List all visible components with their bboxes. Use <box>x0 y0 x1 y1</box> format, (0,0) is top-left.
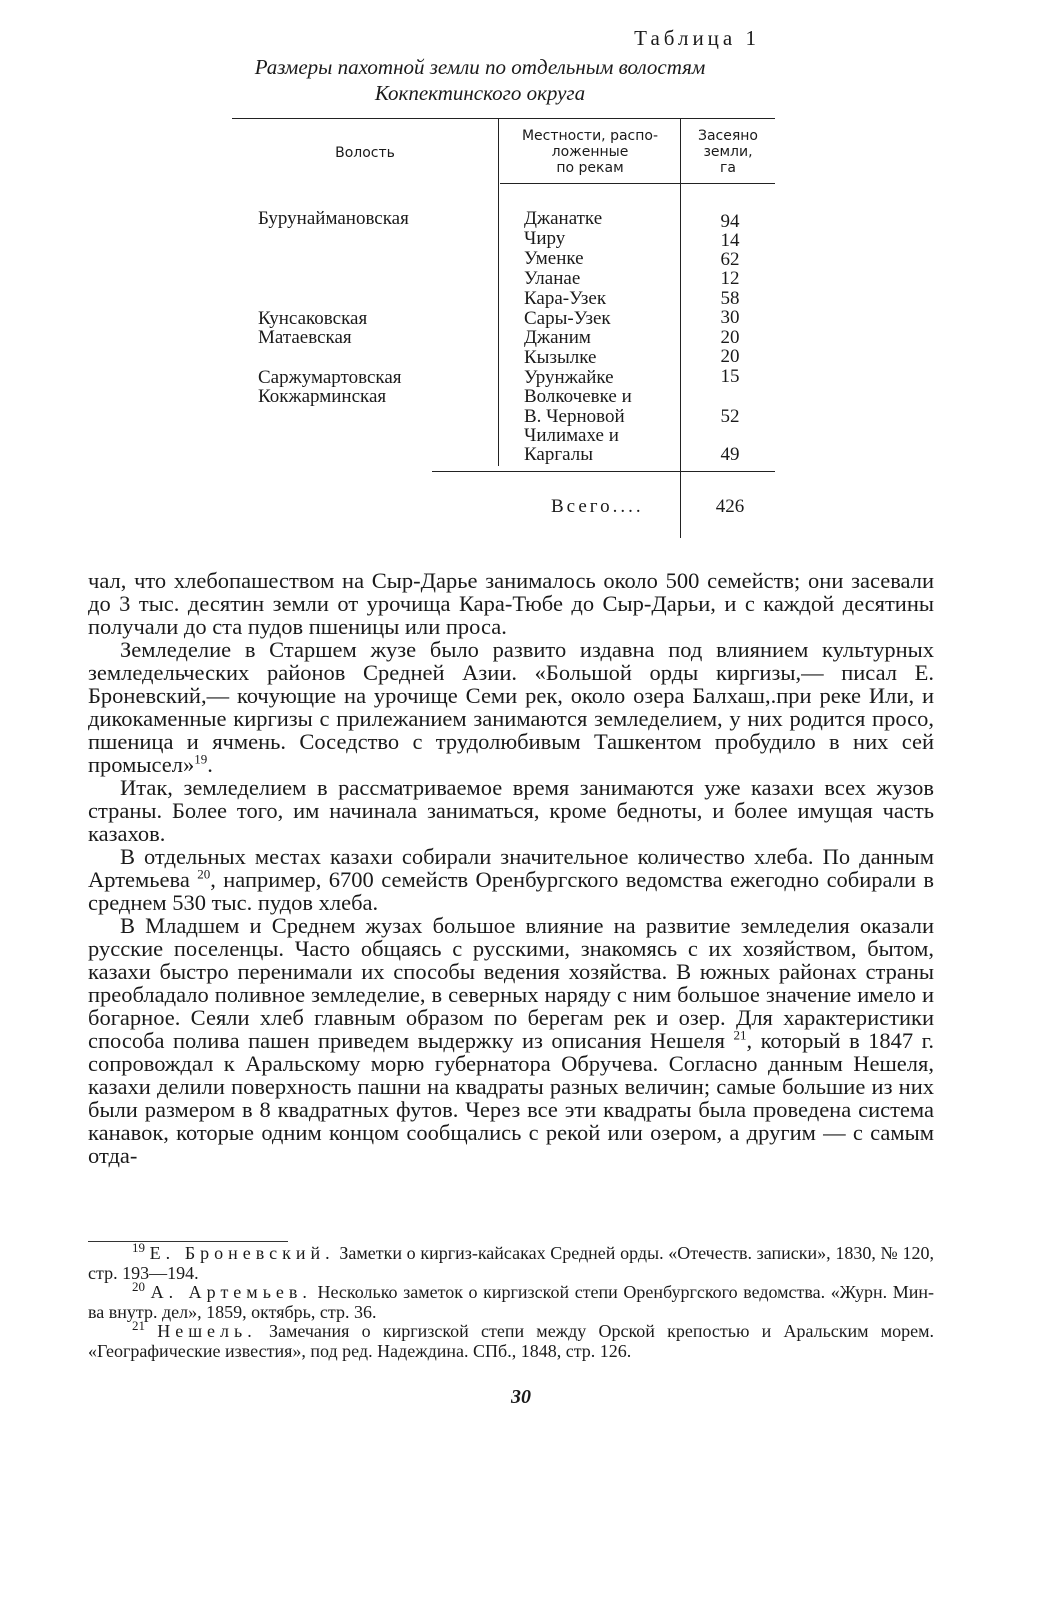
table-header-rule <box>500 183 775 184</box>
footnote-text: Заметки о киргиз-кайсаках Средней орды. «Отечеств. записки», 1830, № 120, стр. 193—194. <box>88 1243 934 1283</box>
value-cell: 15 <box>720 366 740 387</box>
place-cell: Уменке <box>524 248 584 269</box>
header-volost: Волость <box>335 145 395 161</box>
value-cell: 12 <box>720 268 740 289</box>
footnote-number: 21 <box>132 1318 145 1333</box>
place-cell: Урунжайке <box>524 367 614 388</box>
value-cell: 14 <box>720 230 740 251</box>
table-column-divider-2 <box>680 118 681 538</box>
paragraph: чал, что хлебопашеством на Сыр-Дарье занималось около 500 семейств; они засевали до 3 тыс. десятин земли от урочища Кара-Тюбе до Сыр-Дарьи, и с каждой десятины получали до ста пудов пшеницы или проса. <box>88 568 934 639</box>
value-cell: 49 <box>720 444 740 465</box>
paragraph <box>88 845 934 914</box>
value-cell: 52 <box>720 406 740 427</box>
value-cell: 30 <box>720 307 740 328</box>
place-cell: В. Черновой <box>524 406 625 427</box>
paragraph-text: В Младшем и Среднем жузах большое влияние на развитие земледелия оказали русские поселенцы. Часто общаясь с русскими, знакомясь с их хозяйством, бытом, казахи быстро перенимали их способы ведения хозяйства. В южных районах страны преобладало поливное земледелие, в северных наряду с ним большое значение имело и богарное. Сеяли хлеб главным образом по берегам рек и озер. Для характеристики способа полива пашен приведем выдержку из описания Нешеля <box>88 913 934 1053</box>
footnote-ref: 20 <box>197 866 211 882</box>
value-cell: 62 <box>720 249 740 270</box>
body-text <box>88 569 934 1167</box>
table-label: Таблица 1 <box>634 26 760 50</box>
value-cell: 94 <box>720 211 740 232</box>
header-sown-line-2: земли, <box>703 144 753 160</box>
place-cell: Каргалы <box>524 444 593 465</box>
paragraph-end: . <box>207 752 213 777</box>
table-total-rule <box>432 471 775 472</box>
paragraph: Итак, земледелием в рассматриваемое время занимаются уже казахи всех жузов страны. Более того, им начинала заниматься, кроме бедноты, и более имущая часть казахов. <box>88 775 934 846</box>
footnotes <box>88 1240 935 1361</box>
volost-cell: Бурунаймановская <box>258 208 409 229</box>
header-sown-line-1: Засеяно <box>697 128 758 144</box>
header-places-line-3: по рекам <box>556 160 624 176</box>
total-label: Всего.... <box>551 496 644 517</box>
header-sown <box>682 128 774 176</box>
footnote-ref: 21 <box>733 1027 747 1043</box>
footnote-number: 19 <box>132 1240 145 1255</box>
place-cell: Чиру <box>524 228 566 249</box>
place-cell: Джаним <box>524 327 591 348</box>
footnote <box>88 1279 934 1322</box>
page-number: 30 <box>511 1386 531 1408</box>
footnote-author: Е. Броневский. <box>149 1243 335 1263</box>
header-places <box>500 128 680 176</box>
value-cell: 58 <box>720 288 740 309</box>
header-places-line-2: ложенные <box>551 144 629 160</box>
place-cell: Джанатке <box>524 208 603 229</box>
table-title-line-1: Размеры пахотной земли по отдельным волостям <box>254 55 706 79</box>
footnote-text: Несколько заметок о киргизской степи Оренбургского ведомства. «Журн. Мин-ва внутр. дел», 1859, октябрь, стр. 36. <box>88 1282 934 1322</box>
footnote-text: Замечания о киргизской степи между Орской крепостью и Аральским морем. «Географические известия», под ред. Надеждина. СПб., 1848, стр. 126. <box>88 1321 935 1361</box>
place-cell: Волкочевке и <box>524 386 632 407</box>
footnote-ref: 19 <box>194 751 208 767</box>
paragraph <box>88 638 934 776</box>
paragraph <box>88 914 934 1167</box>
place-cell: Кара-Узек <box>524 288 607 309</box>
header-sown-line-3: га <box>720 160 736 176</box>
paragraph-text: , например, 6700 семейств Оренбургского ведомства ежегодно собирали в среднем 530 тыс. пудов хлеба. <box>88 867 935 915</box>
header-places-line-1: Местности, распо- <box>521 128 659 144</box>
volost-cell: Кунсаковская <box>258 308 368 329</box>
volost-cell: Матаевская <box>258 327 352 348</box>
place-cell: Чилимахе и <box>524 425 619 446</box>
footnote-rule <box>88 1241 288 1242</box>
footnote-number: 20 <box>132 1279 145 1294</box>
footnote <box>88 1240 934 1283</box>
volost-cell: Кокжарминская <box>258 386 387 407</box>
place-cell: Сары-Узек <box>524 308 611 329</box>
volost-cell: Саржумартовская <box>258 367 402 388</box>
place-cell: Уланае <box>524 268 581 289</box>
footnote-author: А. Артемьев. <box>150 1282 312 1302</box>
table-column-divider-1 <box>498 118 499 466</box>
total-value: 426 <box>715 496 745 517</box>
footnote <box>88 1318 935 1361</box>
value-cell: 20 <box>720 346 740 367</box>
place-cell: Кызылке <box>524 347 597 368</box>
paragraph-text: , который в 1847 г. сопровождал к Аральскому морю губернатора Обручева. Согласно данным Нешеля, казахи делили поверхность пашни на квадраты разных величин; самые большие из них были размером в 8 квадратных футов. Через все эти квадраты была проведена система канавок, которые одним концом сообщались с рекой или озером, а другим — с самым отда- <box>88 1028 934 1168</box>
paragraph-text: В отдельных местах казахи собирали значительное количество хлеба. По данным Артемьева <box>88 844 934 892</box>
value-cell: 20 <box>720 327 740 348</box>
paragraph-text: Земледелие в Старшем жузе было развито издавна под влиянием культурных земледельческих районов Средней Азии. «Большой орды киргизы,— писал Е. Броневский,— кочующие на урочище Семи рек, около озера Балхаш,.при реке Или, и дикокаменные киргизы с прилежанием занимаются земледелием, у них родится просо, пшеница и ячмень. Соседство с трудолюбивым Ташкентом пробудило в них сей промысел» <box>88 637 934 777</box>
footnote-author: Нешель. <box>157 1321 257 1341</box>
table-title-line-2: Кокпектинского округа <box>374 81 586 105</box>
table-title <box>200 54 760 106</box>
table-top-rule <box>232 118 775 119</box>
